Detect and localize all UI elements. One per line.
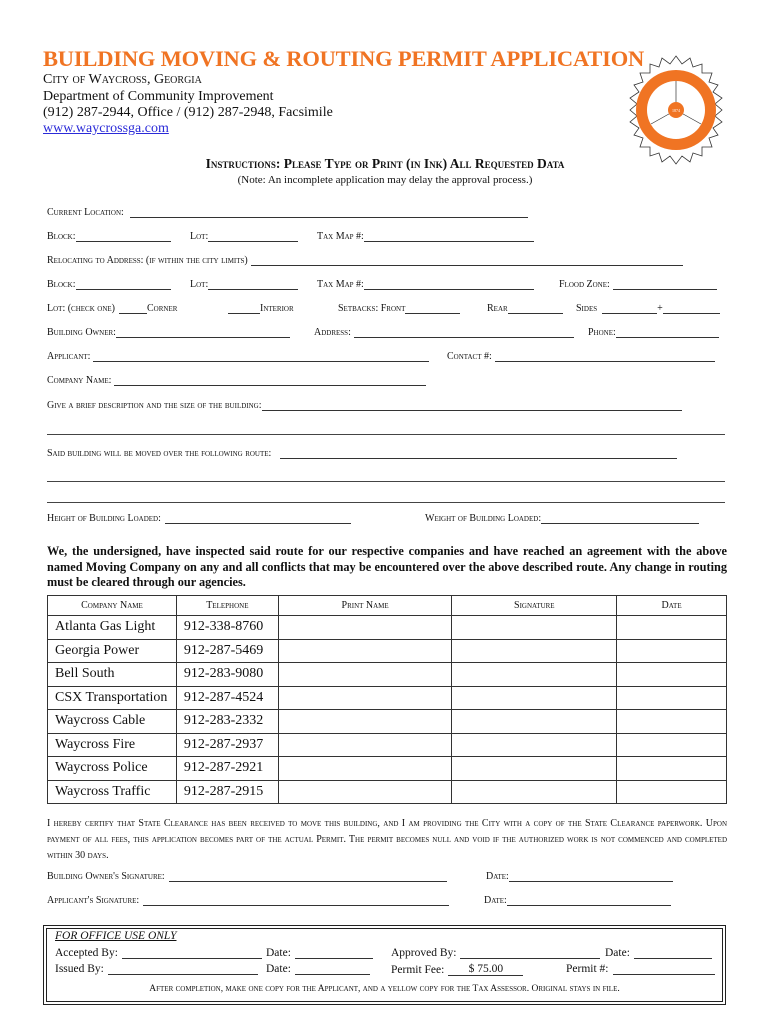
flood-zone-field[interactable] — [613, 280, 717, 290]
tax-map-label: Tax Map #: — [317, 231, 364, 242]
date-cell[interactable] — [617, 710, 727, 734]
print-name-cell[interactable] — [278, 616, 452, 640]
new-tax-map-field[interactable] — [364, 280, 534, 290]
print-name-cell[interactable] — [278, 733, 452, 757]
utility-signoff-table — [47, 595, 727, 804]
description-line-2[interactable] — [47, 434, 725, 435]
sides-field-1[interactable] — [602, 304, 657, 314]
description-field[interactable] — [262, 401, 682, 411]
permit-fee-value: $ 75.00 — [448, 963, 523, 976]
accepted-date-field[interactable] — [295, 949, 373, 959]
phone-field[interactable] — [616, 328, 719, 338]
company-name-cell: Waycross Cable — [48, 710, 177, 734]
phone-label: Phone: — [588, 327, 616, 338]
owner-signature-label: Building Owner's Signature: — [47, 871, 165, 882]
date-cell[interactable] — [617, 663, 727, 687]
tax-map-field[interactable] — [364, 232, 534, 242]
date-cell[interactable] — [617, 780, 727, 804]
route-label: Said building will be moved over the following route: — [47, 448, 272, 459]
interior-label: Interior — [260, 303, 294, 314]
block-label: Block: — [47, 231, 76, 242]
route-line-2[interactable] — [47, 481, 725, 482]
block-field[interactable] — [76, 232, 171, 242]
telephone-cell: 912-287-4524 — [176, 686, 278, 710]
instructions-heading: Instructions: Please Type or Print (in Ink) All Requested Data — [205, 156, 565, 171]
city-seal-logo — [620, 54, 732, 166]
signature-cell[interactable] — [452, 639, 617, 663]
city-name: City of Waycross, Georgia — [43, 72, 202, 87]
col-signature: Signature — [452, 596, 617, 616]
office-use-heading: FOR OFFICE USE ONLY — [55, 930, 177, 942]
new-block-label: Block: — [47, 279, 76, 290]
print-name-cell[interactable] — [278, 686, 452, 710]
date-cell[interactable] — [617, 639, 727, 663]
issued-by-label: Issued By: — [55, 963, 104, 975]
applicant-signature-field[interactable] — [143, 896, 449, 906]
approved-by-field[interactable] — [460, 949, 600, 959]
address-field[interactable] — [354, 328, 574, 338]
applicant-label: Applicant: — [47, 351, 91, 362]
telephone-cell: 912-283-9080 — [176, 663, 278, 687]
department: Department of Community Improvement — [43, 89, 274, 104]
permit-fee-label: Permit Fee: — [391, 964, 445, 976]
lot-label: Lot: — [190, 231, 209, 242]
signature-cell[interactable] — [452, 733, 617, 757]
rear-setback-field[interactable] — [508, 304, 563, 314]
permit-number-field[interactable] — [613, 965, 715, 975]
new-lot-label: Lot: — [190, 279, 209, 290]
new-block-field[interactable] — [76, 280, 171, 290]
company-field[interactable] — [114, 376, 426, 386]
relocating-field[interactable] — [251, 256, 683, 266]
col-print-name: Print Name — [278, 596, 452, 616]
table-row — [48, 780, 727, 804]
front-setback-field[interactable] — [405, 304, 460, 314]
relocating-label: Relocating to Address: (if within the city limits) — [47, 255, 248, 266]
table-row — [48, 710, 727, 734]
company-label: Company Name: — [47, 375, 112, 386]
applicant-field[interactable] — [93, 352, 429, 362]
print-name-cell[interactable] — [278, 780, 452, 804]
telephone-cell: 912-287-2915 — [176, 780, 278, 804]
current-location-field[interactable] — [130, 208, 528, 218]
office-footer-note: After completion, make one copy for the Applicant, and a yellow copy for the Tax Assessor. Original stays in file. — [149, 984, 620, 994]
contact-label: Contact #: — [447, 351, 492, 362]
current-location-label: Current Location: — [47, 207, 124, 218]
company-name-cell: Waycross Fire — [48, 733, 177, 757]
print-name-cell[interactable] — [278, 757, 452, 781]
col-company: Company Name — [48, 596, 177, 616]
weight-label: Weight of Building Loaded: — [425, 513, 542, 524]
signature-cell[interactable] — [452, 686, 617, 710]
print-name-cell[interactable] — [278, 710, 452, 734]
table-row — [48, 639, 727, 663]
flood-zone-label: Flood Zone: — [559, 279, 610, 290]
form-title: BUILDING MOVING & ROUTING PERMIT APPLICATION — [43, 46, 645, 71]
col-date: Date — [617, 596, 727, 616]
plus-sign: + — [657, 303, 663, 314]
signature-cell[interactable] — [452, 663, 617, 687]
weight-field[interactable] — [541, 514, 699, 524]
print-name-cell[interactable] — [278, 663, 452, 687]
permit-number-label: Permit #: — [566, 963, 609, 975]
phone-numbers: (912) 287-2944, Office / (912) 287-2948, Facsimile — [43, 105, 333, 120]
owner-date-label: Date: — [486, 871, 509, 882]
new-tax-map-label: Tax Map #: — [317, 279, 364, 290]
certification-text: I hereby certify that State Clearance has been received to move this building, and I am providing the City with a copy of the State Clearance paperwork. Upon payment of all fees, this application becomes part of the actual Permit. The permit becomes null and void if the authorized work is not commenced and completed within 30 days. — [47, 818, 727, 861]
telephone-cell: 912-287-2937 — [176, 733, 278, 757]
col-telephone: Telephone — [176, 596, 278, 616]
corner-checkbox[interactable] — [119, 304, 147, 314]
accepted-by-field[interactable] — [122, 949, 262, 959]
accepted-by-label: Accepted By: — [55, 947, 118, 959]
table-row — [48, 616, 727, 640]
svg-text:1874: 1874 — [672, 108, 680, 113]
telephone-cell: 912-338-8760 — [176, 616, 278, 640]
sides-label: Sides — [576, 303, 598, 314]
corner-label: Corner — [147, 303, 178, 314]
owner-date-field[interactable] — [509, 872, 673, 882]
sides-field-2[interactable] — [663, 304, 720, 314]
applicant-signature-label: Applicant's Signature: — [47, 895, 140, 906]
table-header-row — [48, 596, 727, 616]
owner-field[interactable] — [116, 328, 290, 338]
height-label: Height of Building Loaded: — [47, 513, 161, 524]
contact-field[interactable] — [495, 352, 715, 362]
print-name-cell[interactable] — [278, 639, 452, 663]
approved-date-label: Date: — [605, 947, 630, 959]
address-label: Address: — [314, 327, 351, 338]
website-link[interactable]: www.waycrossga.com — [43, 121, 169, 136]
table-row — [48, 663, 727, 687]
telephone-cell: 912-287-2921 — [176, 757, 278, 781]
route-line-3[interactable] — [47, 502, 725, 503]
agreement-text: We, the undersigned, have inspected said route for our respective companies and have reached an agreement with the above named Moving Company on any and all conflicts that may be encountered over the above described route. Any change in routing must be cleared through our agencies. — [47, 544, 727, 589]
setbacks-front-label: Setbacks: Front — [338, 303, 406, 314]
applicant-date-label: Date: — [484, 895, 507, 906]
date-cell[interactable] — [617, 686, 727, 710]
description-label: Give a brief description and the size of the building: — [47, 400, 262, 411]
signature-cell[interactable] — [452, 780, 617, 804]
date-cell[interactable] — [617, 757, 727, 781]
table-row — [48, 733, 727, 757]
table-row — [48, 686, 727, 710]
table-row — [48, 757, 727, 781]
owner-signature-field[interactable] — [169, 872, 447, 882]
lot-type-label: Lot: (check one) — [47, 303, 115, 314]
approved-date-field[interactable] — [634, 949, 712, 959]
route-field[interactable] — [280, 449, 677, 459]
company-name-cell: Waycross Traffic — [48, 780, 177, 804]
company-name-cell: Bell South — [48, 663, 177, 687]
issued-date-field[interactable] — [295, 965, 370, 975]
telephone-cell: 912-287-5469 — [176, 639, 278, 663]
date-cell[interactable] — [617, 616, 727, 640]
issued-date-label: Date: — [266, 963, 291, 975]
signature-cell[interactable] — [452, 710, 617, 734]
instructions-note: (Note: An incomplete application may delay the approval process.) — [237, 174, 533, 186]
applicant-date-field[interactable] — [507, 896, 671, 906]
company-name-cell: CSX Transportation — [48, 686, 177, 710]
company-name-cell: Georgia Power — [48, 639, 177, 663]
signature-cell[interactable] — [452, 616, 617, 640]
interior-checkbox[interactable] — [228, 304, 260, 314]
date-cell[interactable] — [617, 733, 727, 757]
telephone-cell: 912-283-2332 — [176, 710, 278, 734]
issued-by-field[interactable] — [108, 965, 258, 975]
signature-cell[interactable] — [452, 757, 617, 781]
approved-by-label: Approved By: — [391, 947, 457, 959]
rear-label: Rear — [487, 303, 508, 314]
new-lot-field[interactable] — [208, 280, 298, 290]
company-name-cell: Atlanta Gas Light — [48, 616, 177, 640]
owner-label: Building Owner: — [47, 327, 116, 338]
lot-field[interactable] — [208, 232, 298, 242]
accepted-date-label: Date: — [266, 947, 291, 959]
company-name-cell: Waycross Police — [48, 757, 177, 781]
height-field[interactable] — [165, 514, 351, 524]
